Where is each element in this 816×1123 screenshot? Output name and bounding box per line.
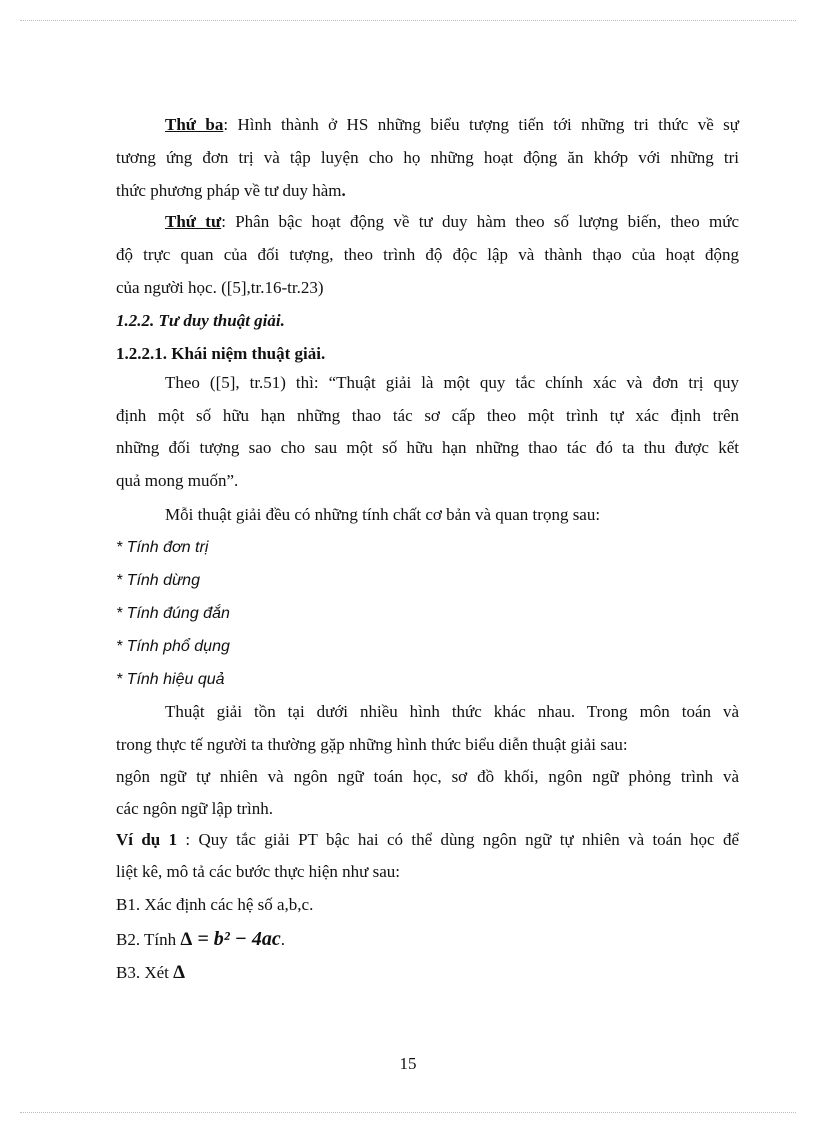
para-definition-line-2: định một số hữu hạn những thao tác sơ cấp theo một trình tự xác định trên — [116, 406, 739, 425]
example-label: Ví dụ 1 — [116, 830, 178, 849]
delta-symbol: Δ — [180, 929, 193, 950]
section-heading-1-2-2-1: 1.2.2.1. Khái niệm thuật giải. — [116, 344, 326, 363]
step-text: B2. Tính — [116, 930, 181, 949]
thu-ba-label: Thứ ba — [165, 115, 224, 134]
para-forms-line-1: Thuật giải tồn tại dưới nhiều hình thức khác nhau. Trong môn toán và — [165, 702, 739, 721]
para-definition-line-1: Theo ([5], tr.51) thì: “Thuật giải là một quy tắc chính xác và đơn trị quy — [165, 373, 739, 392]
para-thu-ba-line-3 — [116, 180, 346, 202]
para-thu-ba-line-1 — [165, 114, 739, 136]
para-properties-intro: Mỗi thuật giải đều có những tính chất cơ bản và quan trọng sau: — [165, 505, 601, 524]
para-forms-line-3: ngôn ngữ tự nhiên và ngôn ngữ toán học, sơ đồ khối, ngôn ngữ phỏng trình và — [116, 767, 739, 786]
step-text: B3. Xét — [116, 963, 174, 982]
para-text: : Hình thành ở HS những biểu tượng tiến tới những tri thức về sự — [223, 115, 739, 134]
para-thu-ba-line-2: tương ứng đơn trị và tập luyện cho họ những hoạt động ăn khớp với những tri — [116, 148, 739, 167]
para-thu-tu-line-1 — [165, 211, 739, 233]
para-text: : Phân bậc hoạt động về tư duy hàm theo số lượng biến, theo mức — [221, 212, 740, 231]
para-text: thức phương pháp về tư duy hàm — [116, 181, 342, 200]
para-text: : Quy tắc giải PT bậc hai có thể dùng ngôn ngữ tự nhiên và toán học để — [177, 830, 739, 849]
list-item: * Tính đúng đắn — [116, 605, 230, 622]
para-thu-tu-line-2: độ trực quan của đối tượng, theo trình độ độc lập và thành thạo của hoạt động — [116, 245, 739, 264]
page-number: 15 — [399, 1054, 417, 1073]
example-1-line-2: liệt kê, mô tả các bước thực hiện như sau: — [116, 862, 400, 881]
step-b2 — [116, 928, 285, 951]
page-border-bottom — [20, 1112, 796, 1113]
delta-symbol: Δ — [173, 962, 186, 983]
para-definition-line-4: quả mong muốn”. — [116, 471, 239, 490]
step-b1: B1. Xác định các hệ số a,b,c. — [116, 895, 314, 914]
list-item: * Tính đơn trị — [116, 539, 209, 556]
para-thu-tu-line-3: của người học. ([5],tr.16-tr.23) — [116, 278, 324, 297]
step-text: . — [280, 930, 285, 949]
list-item: * Tính phổ dụng — [116, 638, 230, 655]
para-forms-line-2: trong thực tế người ta thường gặp những hình thức biểu diễn thuật giải sau: — [116, 735, 628, 754]
para-definition-line-3: những đối tượng sao cho sau một số hữu hạn những thao tác đó ta thu được kết — [116, 438, 739, 457]
section-heading-1-2-2: 1.2.2. Tư duy thuật giải. — [116, 311, 285, 330]
list-item: * Tính dừng — [116, 572, 200, 589]
list-item: * Tính hiệu quả — [116, 671, 225, 688]
step-b3 — [116, 962, 185, 984]
page-border-top — [20, 20, 796, 21]
para-forms-line-4: các ngôn ngữ lập trình. — [116, 799, 273, 818]
para-text-bold: . — [341, 181, 346, 200]
example-1-line-1 — [116, 829, 739, 851]
thu-tu-label: Thứ tư — [165, 212, 222, 231]
formula: = b² − 4ac — [192, 928, 281, 950]
